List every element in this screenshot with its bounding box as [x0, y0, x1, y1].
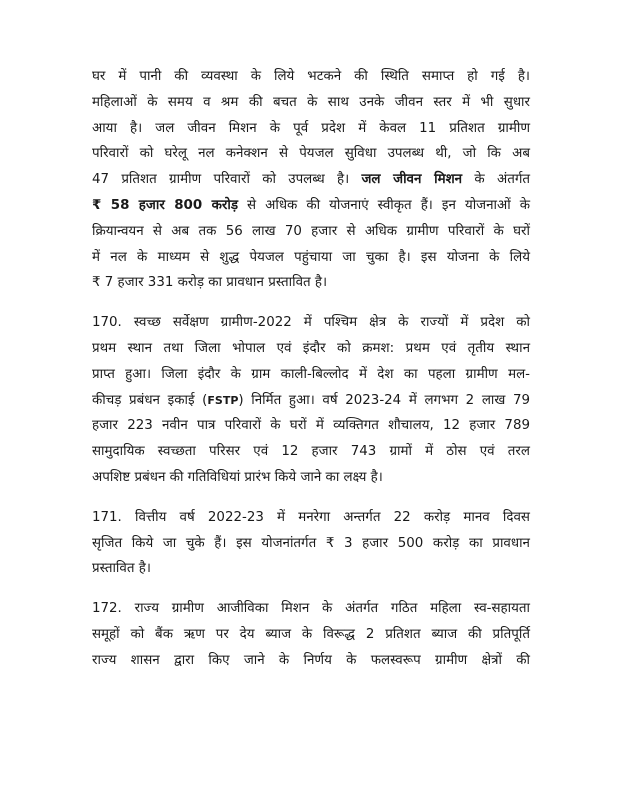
paragraph-172 [92, 596, 530, 673]
paragraph-171 [92, 505, 530, 582]
text-segment: कीचड़ प्रबंधन इकाई ( [92, 392, 208, 408]
text-line: आया है। जल जीवन मिशन के पूर्व प्रदेश में केवल 11 प्रतिशत ग्रामीण [92, 120, 530, 136]
text-line: प्रस्तावित है। [92, 561, 151, 577]
text-line: 171. वित्तीय वर्ष 2022-23 में मनरेगा अन्तर्गत 22 करोड़ मानव दिवस [92, 509, 530, 525]
document-page [92, 64, 530, 674]
text-line: ₹ 7 हजार 331 करोड़ का प्रावधान प्रस्तावित है। [92, 275, 328, 291]
text-line: क्रियान्वयन से अब तक 56 लाख 70 हजार से अधिक ग्रामीण परिवारों के घरों [92, 223, 530, 239]
text-line: 172. राज्य ग्रामीण आजीविका मिशन के अंतर्गत गठित महिला स्व-सहायता [92, 601, 530, 617]
text-line [92, 388, 530, 414]
text-line: समूहों को बैंक ऋण पर देय ब्याज के विरूद्ध 2 प्रतिशत ब्याज की प्रतिपूर्ति [92, 626, 530, 642]
text-line: परिवारों को घरेलू नल कनेक्शन से पेयजल सुविधा उपलब्ध थी, जो कि अब [92, 146, 530, 162]
text-line [92, 193, 530, 219]
bold-text: ₹ 58 हजार 800 करोड़ [92, 197, 239, 213]
text-line: में नल के माध्यम से शुद्ध पेयजल पहुंचाया जा चुका है। इस योजना के लिये [92, 249, 530, 265]
text-line: सामुदायिक स्वच्छता परिसर एवं 12 हजार 743 ग्रामों में ठोस एवं तरल [92, 444, 530, 460]
text-segment: के अंतर्गत [462, 172, 530, 188]
text-line: प्राप्त हुआ। जिला इंदौर के ग्राम काली-बिल्लोद में देश का पहला ग्रामीण मल- [92, 366, 530, 382]
text-line: घर में पानी की व्यवस्था के लिये भटकने की स्थिति समाप्त हो गई है। [92, 69, 530, 84]
paragraph-jal-jeevan [92, 64, 530, 296]
text-segment: ) निर्मित हुआ। वर्ष 2023-24 में लगभग 2 लाख 79 [238, 392, 530, 408]
text-line: सृजित किये जा चुके हैं। इस योजनांतर्गत ₹ 3 हजार 500 करोड़ का प्रावधान [92, 535, 530, 551]
paragraph-170 [92, 310, 530, 491]
text-line: अपशिष्ट प्रबंधन की गतिविधियां प्रारंभ किये जाने का लक्ष्य है। [92, 469, 383, 485]
text-line: राज्य शासन द्वारा किए जाने के निर्णय के फलस्वरूप ग्रामीण क्षेत्रों की [92, 652, 530, 668]
text-line: महिलाओं के समय व श्रम की बचत के साथ उनके जीवन स्तर में भी सुधार [92, 94, 530, 110]
text-line: प्रथम स्थान तथा जिला भोपाल एवं इंदौर को क्रमश: प्रथम एवं तृतीय स्थान [92, 340, 530, 356]
text-line: हजार 223 नवीन पात्र परिवारों के घरों में व्यक्तिगत शौचालय, 12 हजार 789 [92, 418, 530, 434]
fstp-abbreviation: FSTP [207, 393, 239, 407]
text-segment: से अधिक की योजनाएं स्वीकृत हैं। इन योजनाओं के [238, 197, 531, 213]
text-segment: 47 प्रतिशत ग्रामीण परिवारों को उपलब्ध है। [92, 172, 362, 188]
text-line: 170. स्वच्छ सर्वेक्षण ग्रामीण-2022 में पश्चिम क्षेत्र के राज्यों में प्रदेश को [92, 315, 530, 331]
bold-text: जल जीवन मिशन [361, 172, 463, 188]
text-line [92, 167, 530, 193]
